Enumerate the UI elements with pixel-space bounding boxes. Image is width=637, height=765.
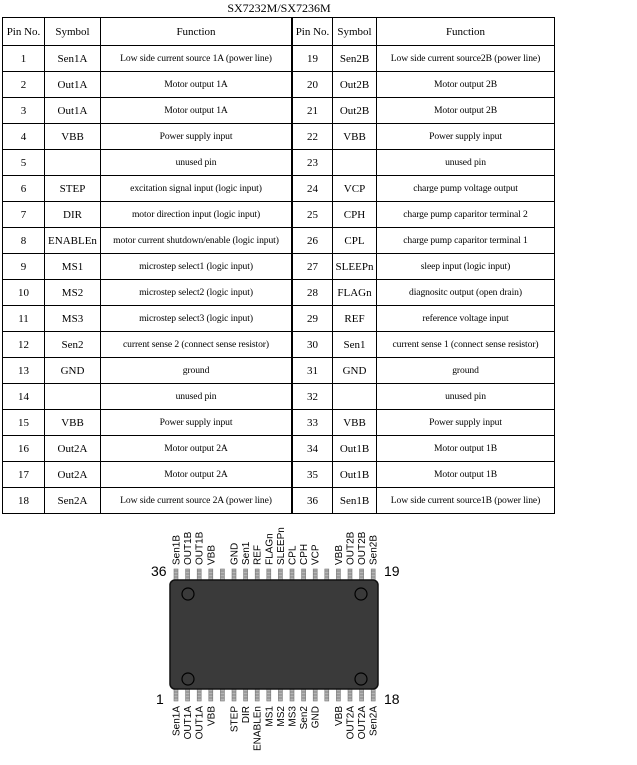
pin-number-cell: 19 (293, 46, 333, 72)
symbol-cell: GND (45, 358, 101, 384)
symbol-cell: Sen2B (333, 46, 377, 72)
pin-label: OUT1B (183, 531, 195, 565)
pin-label: VBB (333, 706, 345, 727)
pin-label: OUT2B (345, 531, 357, 565)
ic-pin (360, 569, 364, 580)
function-cell: current sense 2 (connect sense resistor) (101, 332, 292, 358)
ic-pin (209, 569, 213, 580)
symbol-cell: Out1A (45, 72, 101, 98)
ic-pin (371, 569, 375, 580)
symbol-cell: REF (333, 306, 377, 332)
symbol-cell: Sen1 (333, 332, 377, 358)
pin-number-cell: 8 (3, 228, 45, 254)
pin-label: OUT1A (194, 706, 206, 740)
pin-number-cell: 34 (293, 436, 333, 462)
symbol-cell: VBB (45, 410, 101, 436)
ic-pin (197, 569, 201, 580)
pin-label: ENABLEn (252, 706, 264, 752)
pin-number-cell: 6 (3, 176, 45, 202)
pin-number-19: 19 (384, 563, 400, 579)
pin-number-cell: 33 (293, 410, 333, 436)
ic-body (170, 580, 378, 689)
pin-label: DIR (241, 706, 253, 724)
pin-number-cell: 26 (293, 228, 333, 254)
pin-number-cell: 1 (3, 46, 45, 72)
pin-label: Sen1A (171, 706, 183, 737)
pin-label: MS2 (275, 706, 287, 727)
symbol-cell: STEP (45, 176, 101, 202)
symbol-cell: Out2B (333, 98, 377, 124)
pin-number-cell: 31 (293, 358, 333, 384)
pin-label: VBB (333, 544, 345, 565)
function-cell: excitation signal input (logic input) (101, 176, 292, 202)
pin-number-cell: 13 (3, 358, 45, 384)
pin-number-cell: 9 (3, 254, 45, 280)
pin-number-cell: 32 (293, 384, 333, 410)
pin-label: Sen2A (368, 706, 380, 737)
function-cell: charge pump voltage output (377, 176, 555, 202)
symbol-cell: Out2B (333, 72, 377, 98)
function-cell: motor current shutdown/enable (logic input) (101, 228, 292, 254)
symbol-cell: VBB (333, 410, 377, 436)
pin-number-cell: 2 (3, 72, 45, 98)
ic-pin (244, 569, 248, 580)
pin-number-cell: 28 (293, 280, 333, 306)
function-cell: diagnositc output (open drain) (377, 280, 555, 306)
pin-number-cell: 23 (293, 150, 333, 176)
function-cell: Power supply input (101, 410, 292, 436)
function-cell: Power supply input (377, 124, 555, 150)
header-symbol: Symbol (333, 18, 377, 46)
pin-number-cell: 18 (3, 488, 45, 514)
symbol-cell: Sen2A (45, 488, 101, 514)
pin-number-1: 1 (156, 691, 164, 707)
pin-number-cell: 21 (293, 98, 333, 124)
function-cell: Low side current source 1A (power line) (101, 46, 292, 72)
ic-pin (255, 569, 259, 580)
pin-label: FLAGn (264, 533, 276, 565)
symbol-cell: VCP (333, 176, 377, 202)
function-cell: Motor output 1A (101, 72, 292, 98)
symbol-cell: CPL (333, 228, 377, 254)
header-pin-no: Pin No. (293, 18, 333, 46)
pin-number-cell: 25 (293, 202, 333, 228)
pin-number-cell: 7 (3, 202, 45, 228)
ic-pin (267, 569, 271, 580)
function-cell: Motor output 2B (377, 98, 555, 124)
pin-number-cell: 15 (3, 410, 45, 436)
symbol-cell: GND (333, 358, 377, 384)
pin-number-cell: 12 (3, 332, 45, 358)
header-function: Function (377, 18, 555, 46)
mounting-dot-top-right (355, 588, 367, 600)
function-cell: microstep select3 (logic input) (101, 306, 292, 332)
page-title: SX7232M/SX7236M (227, 1, 331, 15)
symbol-cell: Sen2 (45, 332, 101, 358)
top-pin-labels (172, 527, 380, 565)
function-cell: microstep select1 (logic input) (101, 254, 292, 280)
ic-pin (313, 569, 317, 580)
pin-label: MS1 (264, 706, 276, 727)
pin-number-cell: 22 (293, 124, 333, 150)
ic-pin (186, 569, 190, 580)
function-cell: unused pin (377, 384, 555, 410)
pin-number-cell: 27 (293, 254, 333, 280)
function-cell: microstep select2 (logic input) (101, 280, 292, 306)
pin-number-cell: 10 (3, 280, 45, 306)
pin-number-cell: 16 (3, 436, 45, 462)
pin-number-cell: 24 (293, 176, 333, 202)
pin-number-cell: 30 (293, 332, 333, 358)
pin-label: OUT2A (345, 706, 357, 740)
ic-pin (174, 569, 178, 580)
function-cell: Power supply input (377, 410, 555, 436)
ic-pin (232, 569, 236, 580)
function-cell: ground (377, 358, 555, 384)
symbol-cell: Out2A (45, 462, 101, 488)
function-cell: Low side current source2B (power line) (377, 46, 555, 72)
function-cell: Motor output 1B (377, 462, 555, 488)
header-symbol: Symbol (45, 18, 101, 46)
pin-label: SLEEPn (275, 527, 287, 565)
function-cell: Motor output 2A (101, 462, 292, 488)
function-cell: Power supply input (101, 124, 292, 150)
pin-number-cell: 14 (3, 384, 45, 410)
pin-label: STEP (229, 706, 241, 733)
function-cell: Motor output 1A (101, 98, 292, 124)
pin-label: CPH (299, 543, 311, 565)
symbol-cell: Sen1B (333, 488, 377, 514)
pin-number-18: 18 (384, 691, 400, 707)
function-cell: Low side current source1B (power line) (377, 488, 555, 514)
symbol-cell: FLAGn (333, 280, 377, 306)
pin-label: OUT2B (357, 531, 369, 565)
function-cell: unused pin (377, 150, 555, 176)
pin-label: OUT1A (183, 706, 195, 740)
ic-pin (348, 569, 352, 580)
symbol-cell: VBB (45, 124, 101, 150)
bottom-pin-labels (172, 706, 380, 751)
function-cell: Motor output 1B (377, 436, 555, 462)
function-cell: reference voltage input (377, 306, 555, 332)
symbol-cell: DIR (45, 202, 101, 228)
top-pin-row (174, 569, 375, 580)
pin-label: Sen2B (368, 534, 380, 565)
symbol-cell: Out1A (45, 98, 101, 124)
function-cell: motor direction input (logic input) (101, 202, 292, 228)
pin-number-cell: 3 (3, 98, 45, 124)
mounting-dot-top-left (182, 588, 194, 600)
pin-label: VBB (206, 706, 218, 727)
symbol-cell: Out1B (333, 436, 377, 462)
ic-pin (220, 569, 224, 580)
ic-pin (336, 569, 340, 580)
symbol-cell: Sen1A (45, 46, 101, 72)
ic-pin (278, 569, 282, 580)
symbol-cell: MS1 (45, 254, 101, 280)
symbol-cell: MS3 (45, 306, 101, 332)
pin-label: GND (229, 542, 241, 565)
pin-number-cell: 20 (293, 72, 333, 98)
function-cell: sleep input (logic input) (377, 254, 555, 280)
ic-pin (290, 569, 294, 580)
mounting-dot-bottom-left (182, 673, 194, 685)
pin-number-cell: 5 (3, 150, 45, 176)
pin-label: OUT1B (194, 531, 206, 565)
pin-label: OUT2A (357, 706, 369, 740)
pin-label: VCP (310, 544, 322, 565)
function-cell: unused pin (101, 384, 292, 410)
pin-number-cell: 11 (3, 306, 45, 332)
function-cell: ground (101, 358, 292, 384)
function-cell: unused pin (101, 150, 292, 176)
pin-number-cell: 36 (293, 488, 333, 514)
function-cell: charge pump caparitor terminal 1 (377, 228, 555, 254)
function-cell: Motor output 2B (377, 72, 555, 98)
function-cell: Motor output 2A (101, 436, 292, 462)
pin-label: REF (252, 545, 264, 565)
symbol-cell: VBB (333, 124, 377, 150)
function-cell: Low side current source 2A (power line) (101, 488, 292, 514)
pin-number-cell: 35 (293, 462, 333, 488)
symbol-cell: Out1B (333, 462, 377, 488)
pin-label: MS3 (287, 706, 299, 727)
pin-label: CPL (287, 545, 299, 565)
ic-pin (302, 569, 306, 580)
symbol-cell: CPH (333, 202, 377, 228)
bottom-pin-row (174, 689, 375, 701)
symbol-cell: ENABLEn (45, 228, 101, 254)
pin-label: Sen1 (241, 541, 253, 565)
function-cell: charge pump caparitor terminal 2 (377, 202, 555, 228)
pin-number-cell: 29 (293, 306, 333, 332)
symbol-cell: SLEEPn (333, 254, 377, 280)
symbol-cell: Out2A (45, 436, 101, 462)
header-function: Function (101, 18, 292, 46)
pin-number-cell: 4 (3, 124, 45, 150)
pin-label: GND (310, 706, 322, 729)
symbol-cell: MS2 (45, 280, 101, 306)
pin-label: VBB (206, 544, 218, 565)
ic-pin (325, 569, 329, 580)
header-pin-no: Pin No. (3, 18, 45, 46)
pin-label: Sen2 (299, 706, 311, 730)
pin-number-36: 36 (151, 563, 167, 579)
pin-number-cell: 17 (3, 462, 45, 488)
pin-label: Sen1B (171, 534, 183, 565)
function-cell: current sense 1 (connect sense resistor) (377, 332, 555, 358)
mounting-dot-bottom-right (355, 673, 367, 685)
